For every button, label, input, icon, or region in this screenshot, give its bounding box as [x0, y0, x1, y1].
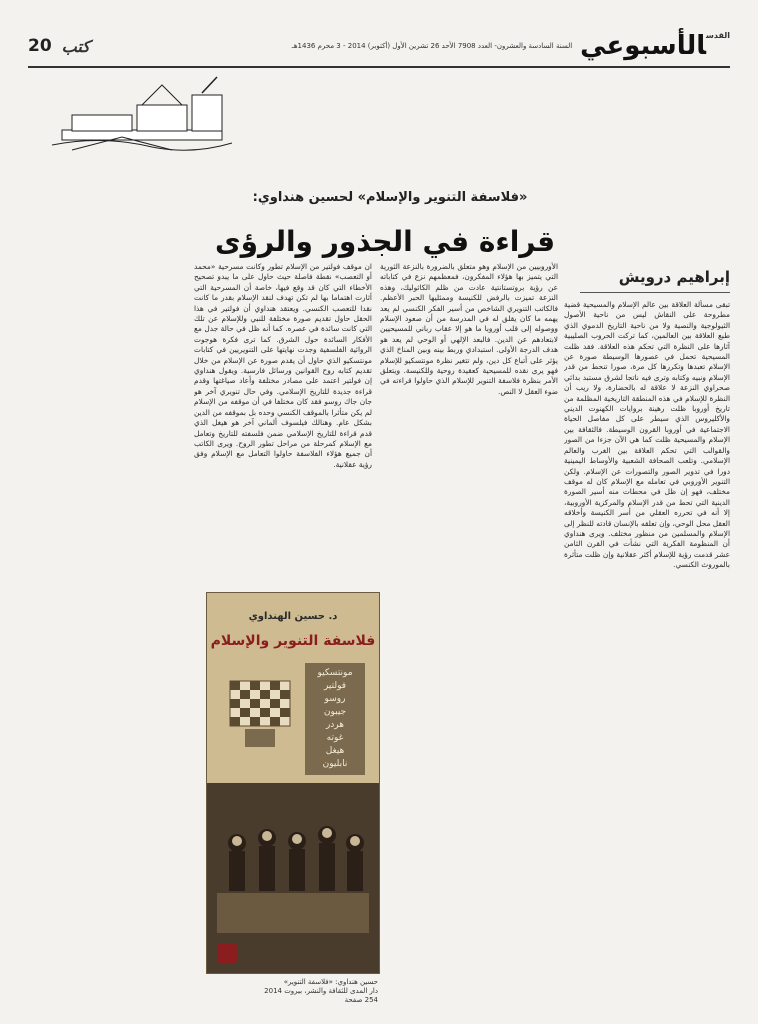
- masthead-title: [580, 31, 730, 61]
- book-cover: [206, 592, 380, 974]
- page-number: 20: [28, 36, 52, 56]
- book-author: د. حسين الهنداوي: [248, 611, 338, 622]
- issue-line: السنة السادسة والعشرون- العدد 7908 الأحد 26 تشرين الأول (أكتوبر) 2014 - 3 محرم 1436هـ: [291, 42, 573, 50]
- header-left: [28, 36, 90, 56]
- publisher-logo: [217, 943, 237, 963]
- article-byline: إبراهيم درويش: [618, 268, 730, 286]
- article-kicker: «فلاسفة التنوير والإسلام» لحسين هنداوي:: [252, 190, 528, 205]
- book-name: هيغل: [325, 746, 345, 756]
- book-caption: [206, 978, 378, 1005]
- caption-line: 254 صفحة: [344, 996, 378, 1004]
- book-name: هردر: [325, 720, 345, 730]
- article-column-3: ان موقف فولتير من الإسلام تطور وكانت مسرحية «محمد أو التعصب» نقطة فاصلة حيث حاول على ما يبدو تصحيح الأخطاء التي كان قد وقع فيها، خاصة أن المسرحية التي أثارت اهتماما بها لم تكن تهدف لنقد الإسلام بقدر ما كانت نقدا للتعصب الكنسي. ويعتقد هنداوي أن فولتير في هذا الحقل حاول تقديم صورة مختلفة للنبي وللإسلام عن تلك التي كانت سائدة في عصره. كما أنه ظل في حالة جدل مع الأفكار السائدة حول الشرق. كما ترى فكرة هوجوت الروائية الفلسفية وجدت نهايتها على التنويريين في كتابات مونتسكيو الذي حاول أن يقدم صورة عن الإسلام من خلال تقديم كتابه روح القوانين ورسائل فارسية. ويقول هنداوي إن فولتير اعتمد على مصادر مختلفة وأعاد صياغتها وقدم قراءة جديدة للتاريخ الإسلامي. وفي حال تنويري آخر هو جان جاك روسو فقد كان مختلفا في أن موقفه من الإسلام لم يكن متأثرا بالموقف الكنسي وحده بل بموقفه من الدين بشكل عام. وهنالك فيلسوف ألماني آخر هو هيغل الذي قدم قراءة للتاريخ الإسلامي ضمن فلسفته للتاريخ وتعامل مع الإسلام كمرحلة من مراحل تطور الروح. ويرى الكاتب أن جميع هؤلاء الفلاسفة حاولوا التعامل مع الإسلام وفق رؤية عقلانية.: [194, 262, 372, 469]
- book-title: فلاسفة التنوير والإسلام: [210, 633, 376, 649]
- book-name: روسو: [324, 694, 346, 704]
- header-rule: [28, 66, 730, 68]
- article-column-2: الأوروبيين من الإسلام وهو متعلق بالضرورة بالنزعة الثورية التي يتميز بها هؤلاء المفكرون، فمعظمهم نزع في كتاباته عن رؤية بروتستانتية عادت من ظلم الكاثوليك، وهذه النزعة تميزت بالرفض للكنيسة وممثليها الحبر الأعظم. فالكاتب التنويري الشاخص من أسير الفكر الكنسي لم يعد يهمه ما كان يقلق له في المدرسة من أن صعود الإسلام ووصوله إلى قلب أوروبا ما هو إلا عقاب رباني للمسيحيين لابتعادهم عن الدين. فالبعد الإلهي أو الوحي لم يعد هو هدف الدرجة الأولى. استبدادي وربط بينه وبين المناخ الذي يؤثر على أتباع كل دين، ولم تتغير نظرة مونتسكيو للإسلام فهو يرى نقده للمسيحية كعقيدة روحية وللكنيسة. ويتعلق الأمر بنظرة فلاسفة التنوير للإسلام الذي حاولوا قراءته في ضوء العقل لا النص.: [380, 262, 558, 396]
- book-name: غوته: [326, 733, 344, 743]
- book-name: فولتير: [323, 681, 347, 691]
- book-name: نابليون: [322, 759, 348, 769]
- byline-rule: [580, 292, 730, 293]
- chessboard-illustration: [225, 671, 295, 751]
- section-label: كتب: [61, 36, 90, 56]
- book-philosophers-list: [305, 663, 365, 775]
- article-column-1: تبقى مسألة العلاقة بين عالم الإسلام والمسيحية قضية مطروحة على النقاش ليس من ناحية الأصول الثيولوجية والنصية ولا من ناحية التاريخ الدموي الذي طبع العلاقة بين العالمين، كما تركت الحروب الصليبية آثارها على النظرة التي تحكم هذه العلاقة. فقد ظلت المسيحية تحمل في عصورها الوسيطة صورة عن الإسلام تعبدها وتكررها كل مرة، صورا تنحط من قدر الإسلام ونبيه وكتابه وترى فيه ناتجا لشرق مستبد بدائي صحراوي النزعة لا علاقة له بالحضارة، ولا ريب أن النظرة للإسلام في هذه المنطقة التاريخية المظلمة من تاريخ أوروبا ظلت رهينة بروايات الكهنوت الديني والأكليروس الذي سيطر على كل مفاصل الحياة الاجتماعية في أوروبا القرون الوسيطة. فالثقافة بين الإسلام والمسيحية ظلت كما هي الآن جزءا من الصور والقوالب التي تحكم العلاقة بين الغرب والعالم الإسلامي. وتلعب الصحافة الشعبية والأوساط اليمينية دورا في تدوير الصور والتصورات عن الإسلام. ولكن التنوير الأوروبي في تعامله مع الإسلام كان له موقف مختلف، فهو إن ظل في محطات منه أسير الصورة الدينية التي تحط من قدر الإسلام والمركزية الأوروبية، إلا أنه في تحرره العقلي من أسر الكنيسة وأخلاقه العقل محل الوحي، وإن تعلقه بالإنسان قادته للنظر إلى الإسلام والمسلمين من منظور مختلف. ويرى هنداوي أن المنظومة الفكرية التي نشأت في القرن الثامن عشر قدمت رؤية للإسلام أكثر عقلانية وإن ظلت متأثرة بالموروث الكنسي.: [564, 300, 730, 570]
- masthead-name: الأسبوعي: [580, 31, 706, 61]
- page-header: [28, 28, 730, 64]
- caption-line: حسين هنداوي: «فلاسفة التنوير»: [283, 978, 378, 986]
- book-name: مونتسكيو: [317, 668, 353, 678]
- book-name: جيبون: [323, 707, 347, 717]
- caption-line: دار المدى للثقافة والنشر، بيروت 2014: [264, 987, 378, 995]
- masthead-sup: القدس: [706, 31, 730, 40]
- books-illustration: [42, 75, 242, 165]
- article-headline: قراءة في الجذور والرؤى: [214, 225, 556, 258]
- masthead: [292, 31, 730, 61]
